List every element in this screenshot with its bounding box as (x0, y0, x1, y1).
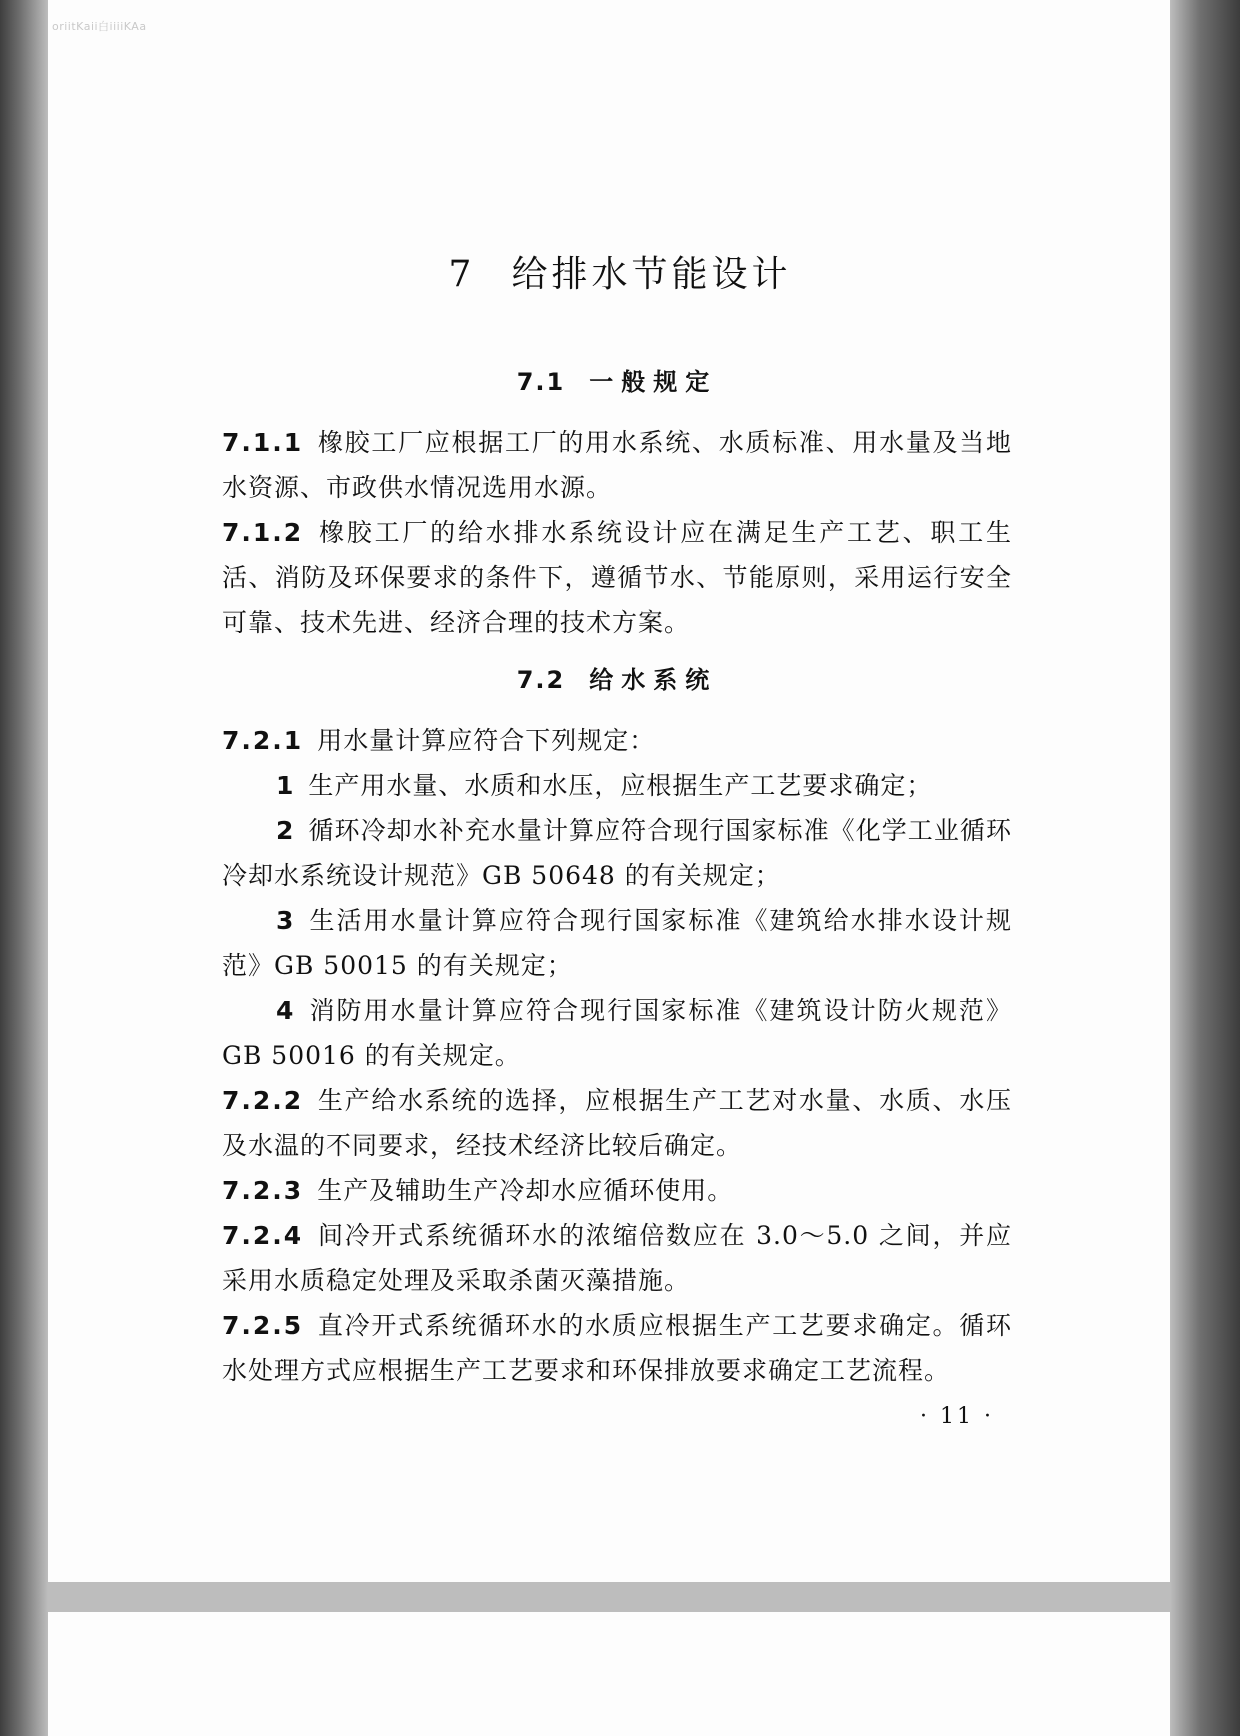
clause-item-2 (222, 808, 1012, 898)
chapter-number: 7 (448, 254, 476, 295)
item-text: 循环冷却水补充水量计算应符合现行国家标准《化学工业循环冷却水系统设计规范》GB 50648 的有关规定； (222, 816, 1012, 890)
clause-7-2-1 (222, 718, 1012, 763)
clause-7-2-3 (222, 1168, 1012, 1213)
clause-item-1 (222, 763, 1012, 808)
item-text: 消防用水量计算应符合现行国家标准《建筑设计防火规范》GB 50016 的有关规定。 (222, 996, 1012, 1070)
item-text: 生产用水量、水质和水压，应根据生产工艺要求确定； (308, 771, 933, 800)
item-number: 1 (276, 771, 295, 800)
clause-number: 7.2.2 (222, 1086, 304, 1115)
clause-number: 7.1.1 (222, 428, 304, 457)
clause-number: 7.2.1 (222, 726, 304, 755)
item-number: 3 (276, 906, 295, 935)
clause-text: 间冷开式系统循环水的浓缩倍数应在 3.0～5.0 之间，并应采用水质稳定处理及采取杀菌灭藻措施。 (222, 1221, 1012, 1295)
clause-7-1-1 (222, 420, 1012, 510)
clause-7-2-5 (222, 1303, 1012, 1393)
item-text: 生活用水量计算应符合现行国家标准《建筑给水排水设计规范》GB 50015 的有关规定； (222, 906, 1012, 980)
clause-text: 生产及辅助生产冷却水应循环使用。 (317, 1176, 734, 1205)
clause-number: 7.2.5 (222, 1311, 304, 1340)
watermark-text: oriitKaii白iiiiKAa (52, 20, 147, 33)
clause-text: 橡胶工厂应根据工厂的用水系统、水质标准、用水量及当地水资源、市政供水情况选用水源。 (222, 428, 1012, 502)
section-body-7-1 (222, 420, 1012, 645)
chapter-title-text: 给排水节能设计 (511, 254, 792, 295)
clause-item-3 (222, 898, 1012, 988)
clause-text: 用水量计算应符合下列规定： (317, 726, 656, 755)
item-number: 4 (276, 996, 295, 1025)
chapter-title (0, 250, 1240, 300)
section-body-7-2 (222, 718, 1012, 1393)
page-number: · 11 · (920, 1404, 994, 1429)
clause-number: 7.2.3 (222, 1176, 304, 1205)
clause-7-2-4 (222, 1213, 1012, 1303)
section-title: 给水系统 (589, 666, 718, 694)
section-number: 7.2 (516, 666, 566, 694)
section-title: 一般规定 (589, 368, 718, 396)
next-document-page (48, 1612, 1170, 1736)
clause-item-4 (222, 988, 1012, 1078)
clause-number: 7.1.2 (222, 518, 304, 547)
item-number: 2 (276, 816, 295, 845)
clause-7-1-2 (222, 510, 1012, 645)
clause-text: 直冷开式系统循环水的水质应根据生产工艺要求确定。循环水处理方式应根据生产工艺要求和环保排放要求确定工艺流程。 (222, 1311, 1012, 1385)
clause-7-2-2 (222, 1078, 1012, 1168)
clause-text: 生产给水系统的选择，应根据生产工艺对水量、水质、水压及水温的不同要求，经技术经济比较后确定。 (222, 1086, 1012, 1160)
clause-number: 7.2.4 (222, 1221, 304, 1250)
section-number: 7.1 (516, 368, 566, 396)
clause-text: 橡胶工厂的给水排水系统设计应在满足生产工艺、职工生活、消防及环保要求的条件下，遵循节水、节能原则，采用运行安全可靠、技术先进、经济合理的技术方案。 (222, 518, 1012, 637)
section-heading-7-1 (222, 362, 1012, 402)
section-heading-7-2 (222, 660, 1012, 700)
